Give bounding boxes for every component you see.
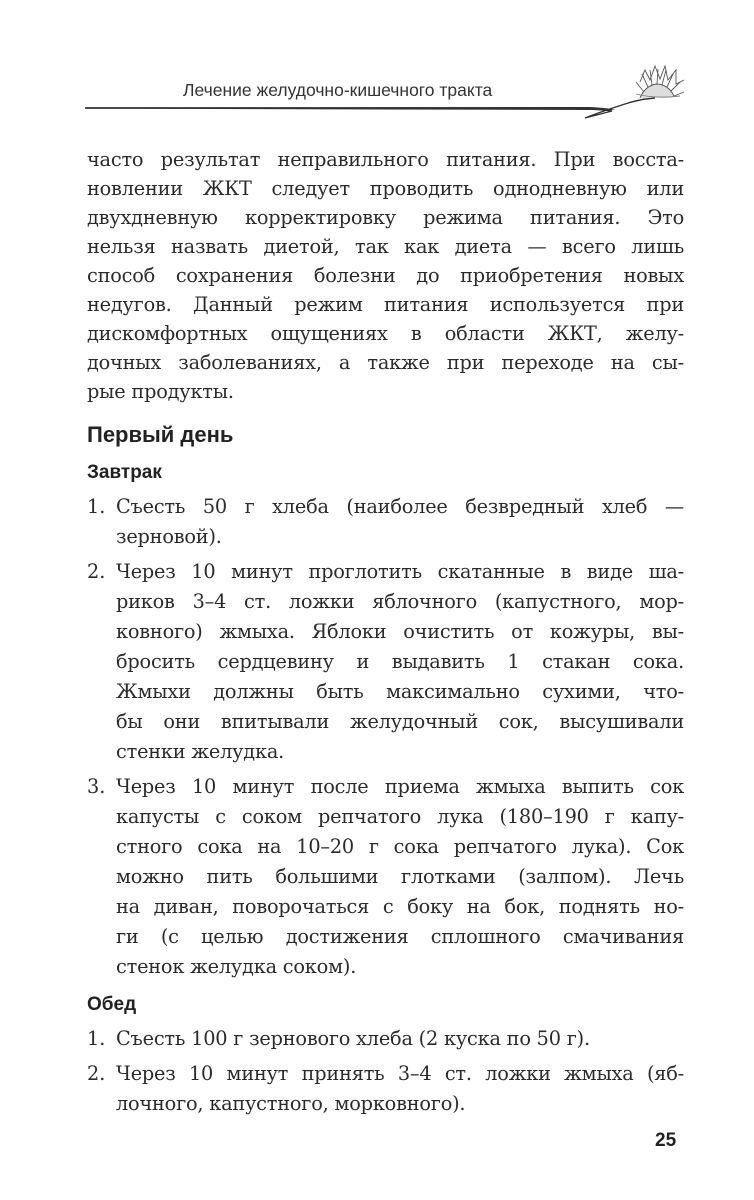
running-title: Лечение желудочно-кишечного тракта (183, 80, 493, 100)
text-line: новлении ЖКТ следует проводить однодневную или (87, 177, 684, 200)
text-line: на диван, поворочаться с боку на бок, поднять но- (116, 895, 684, 918)
meal-heading: Завтрак (87, 462, 162, 483)
text-line: зерновой). (116, 525, 222, 548)
list-item (87, 492, 684, 552)
list-item-number: 1. (87, 495, 106, 518)
text-line: Съесть 100 г зернового хлеба (2 куска по 50 г). (116, 1027, 590, 1050)
meal-heading: Обед (87, 994, 137, 1015)
text-line: бросить сердцевину и выдавить 1 стакан сока. (116, 650, 684, 673)
text-line: ковного) жмыха. Яблоки очистить от кожуры, вы- (116, 620, 684, 643)
text-line: капусты с соком репчатого лука (180–190 г капу- (116, 805, 684, 828)
flower-icon (636, 66, 684, 98)
text-line: дочных заболеваниях, а также при переходе на сы- (87, 351, 684, 374)
text-line: стенки желудка. (116, 740, 285, 763)
text-line: Жмыхи должны быть максимально сухими, что- (116, 680, 684, 703)
meal-section (87, 460, 684, 982)
list-item-number: 3. (87, 775, 106, 798)
intro-paragraph (87, 145, 684, 406)
text-line: стного сока на 10–20 г сока репчатого лука). Сок (116, 835, 684, 858)
text-line: двухдневную корректировку режима питания. Это (87, 206, 684, 229)
text-line: ги (с целью достижения сплошного смачивания (116, 925, 684, 948)
text-line: можно пить большими глотками (залпом). Лечь (116, 865, 684, 888)
text-line: нельзя назвать диетой, так как диета — всего лишь (87, 235, 684, 258)
header-rule (0, 0, 754, 130)
list-item-number: 2. (87, 560, 106, 583)
list-item (87, 1024, 684, 1054)
text-line: Съесть 50 г хлеба (наиболее безвредный хлеб — (116, 495, 684, 518)
text-line: часто результат неправильного питания. При восста- (87, 148, 684, 171)
text-line: бы они впитывали желудочный сок, высушивали (116, 710, 684, 733)
text-line: способ сохранения болезни до приобретения новых (87, 264, 684, 287)
running-head (0, 0, 754, 130)
text-line: стенок желудка соком). (116, 955, 357, 978)
text-line: недугов. Данный режим питания используется при (87, 293, 684, 316)
text-line: рые продукты. (87, 380, 234, 403)
text-line: риков 3–4 ст. ложки яблочного (капустного, мор- (116, 590, 684, 613)
text-line: дискомфортных ощущениях в области ЖКТ, желу- (87, 322, 684, 345)
text-line: Через 10 минут принять 3–4 ст. ложки жмыха (яб- (116, 1062, 684, 1085)
list-item (87, 1059, 684, 1119)
text-line: Через 10 минут после приема жмыха выпить сок (116, 775, 684, 798)
page-number: 25 (655, 1130, 677, 1151)
section-heading: Первый день (87, 422, 234, 447)
text-line: Через 10 минут проглотить скатанные в виде ша- (116, 560, 684, 583)
list-item (87, 772, 684, 982)
page-content (87, 145, 684, 1129)
list-item-number: 1. (87, 1027, 106, 1050)
list-item (87, 557, 684, 767)
meal-section (87, 992, 684, 1119)
meals (87, 460, 684, 1119)
text-line: лочного, капустного, морковного). (116, 1092, 466, 1115)
list-item-number: 2. (87, 1062, 106, 1085)
